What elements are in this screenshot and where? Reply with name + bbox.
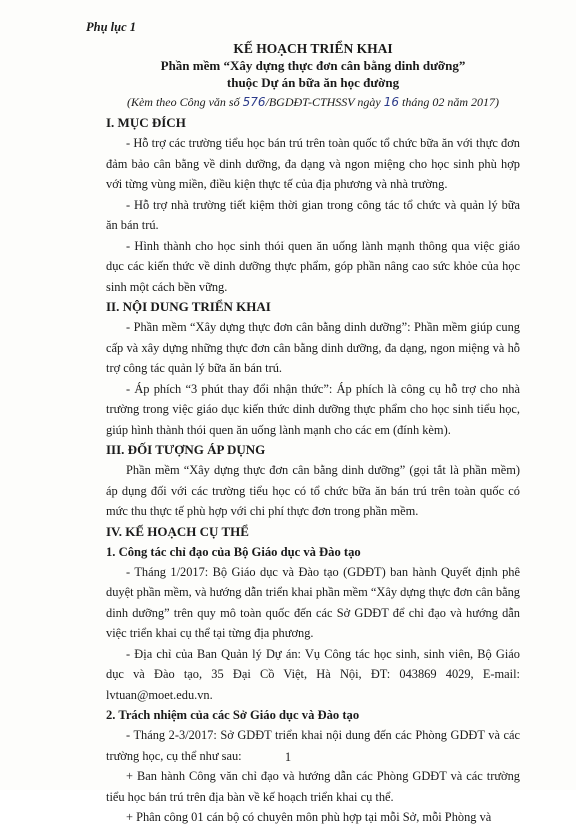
ref-number-handwritten: 576 xyxy=(242,95,266,109)
paragraph: - Hỗ trợ nhà trường tiết kiệm thời gian trong công tác tổ chức và quản lý bữa ăn bán trú. xyxy=(106,197,520,232)
section-heading-content: II. NỘI DUNG TRIỂN KHAI xyxy=(106,299,271,314)
reference-line xyxy=(106,91,520,113)
paragraph: + Ban hành Công văn chỉ đạo và hướng dẫn các Phòng GDĐT và các trường tiểu học bán trú trên địa bàn về kế hoạch triển khai cụ thể. xyxy=(106,769,520,804)
paragraph: - Hình thành cho học sinh thói quen ăn uống lành mạnh thông qua việc giáo dục các kiến thức về dinh dưỡng thực phẩm, góp phần nâng cao sức khỏe của học sinh một cách bền vững. xyxy=(106,238,520,294)
paragraph: - Hỗ trợ các trường tiểu học bán trú trên toàn quốc tổ chức bữa ăn với thực đơn đảm bảo cân bằng về dinh dưỡng, đa dạng và ngon miệng cho học sinh phù hợp với từng vùng miền, điều kiện thực tế của địa phương và nhà trường. xyxy=(106,136,520,191)
section-heading-purpose: I. MỤC ĐÍCH xyxy=(106,115,186,130)
section-heading-scope: III. ĐỐI TƯỢNG ÁP DỤNG xyxy=(106,442,266,457)
appendix-label: Phụ lục 1 xyxy=(86,20,137,34)
paragraph: + Phân công 01 cán bộ có chuyên môn phù hợp tại mỗi Sở, mỗi Phòng và xyxy=(126,810,492,824)
paragraph: - Địa chỉ của Ban Quản lý Dự án: Vụ Công tác học sinh, sinh viên, Bộ Giáo dục và Đào tạo, 35 Đại Cồ Việt, Hà Nội, ĐT: 043869 4029, E-mail: lvtuan@moet.edu.vn. xyxy=(106,646,520,702)
ref-prefix: (Kèm theo Công văn số xyxy=(126,95,243,109)
document-subtitle-1: Phần mềm “Xây dựng thực đơn cân bằng dinh dưỡng” xyxy=(160,58,466,73)
paragraph: - Tháng 2-3/2017: Sở GDĐT triển khai nội dung đến các Phòng GDĐT và các trường học, cụ thể như sau: xyxy=(106,728,520,763)
paragraph: Phần mềm “Xây dựng thực đơn cân bằng dinh dưỡng” (gọi tắt là phần mềm) áp dụng đối với các trường tiểu học có tổ chức bữa ăn bán trú trên toàn quốc có mức thu thực tế phù hợp với chi phí thực đơn trong phần mềm. xyxy=(106,463,520,518)
page-number: 1 xyxy=(284,750,292,764)
paragraph: - Tháng 1/2017: Bộ Giáo dục và Đào tạo (GDĐT) ban hành Quyết định phê duyệt phần mềm, và hướng dẫn triển khai phần mềm “Xây dựng thực đơn cân bằng dinh dưỡng” trên quy mô toàn quốc đến các Sở GDĐT để chỉ đạo và hướng dẫn việc triển khai cụ thể tại từng địa phương. xyxy=(106,564,520,640)
document-subtitle-2: thuộc Dự án bữa ăn học đường xyxy=(226,75,400,90)
paragraph: - Phần mềm “Xây dựng thực đơn cân bằng dinh dưỡng”: Phần mềm giúp cung cấp và xây dựng những thực đơn cân bằng dinh dưỡng, đa dạng, ngon miệng và hỗ trợ công tác quản lý bữa ăn bán trú. xyxy=(106,320,520,375)
subsection-heading-departments: 2. Trách nhiệm của các Sở Giáo dục và Đào tạo xyxy=(106,708,360,722)
ref-day-handwritten: 16 xyxy=(383,95,400,109)
ref-middle: /BGDĐT-CTHSSV ngày xyxy=(265,95,384,109)
section-heading-plan: IV. KẾ HOẠCH CỤ THỂ xyxy=(106,523,249,539)
paragraph: - Áp phích “3 phút thay đổi nhận thức”: Áp phích là công cụ hỗ trợ cho nhà trường trong việc giáo dục kiến thức dinh dưỡng thực phẩm cho học sinh tiểu học, giúp hình thành thói quen ăn uống lành mạnh cho các em (đính kèm). xyxy=(106,381,520,437)
subsection-heading-ministry: 1. Công tác chỉ đạo của Bộ Giáo dục và Đào tạo xyxy=(106,544,361,559)
ref-suffix: tháng 02 năm 2017) xyxy=(399,95,500,109)
document-title: KẾ HOẠCH TRIỂN KHAI xyxy=(233,41,393,56)
